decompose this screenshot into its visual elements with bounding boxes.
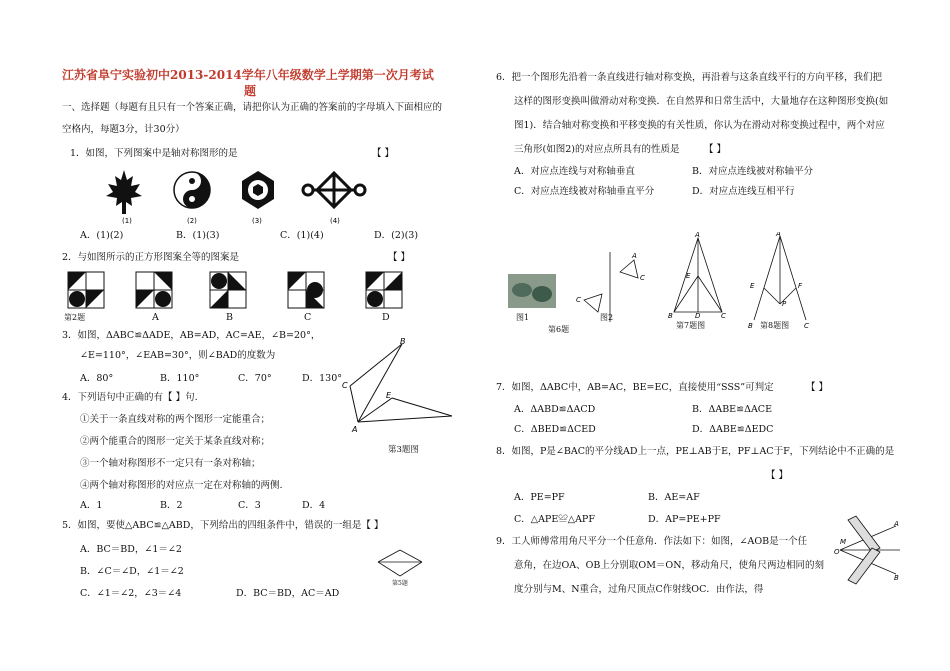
q7-option-d: D．ΔABE≌ΔEDC	[692, 424, 774, 435]
q7-option-c: C．ΔBED≌ΔCED	[514, 424, 596, 435]
figure-label: (3)	[252, 217, 262, 225]
question-6-8-figures	[502, 232, 902, 332]
page-title-continued: 题	[244, 84, 257, 98]
svg-text:C: C	[640, 274, 645, 282]
q5-option-d: D．BC＝BD，AC＝AD	[236, 588, 340, 599]
svg-text:A: A	[352, 425, 358, 434]
q8-caption: 第8题图	[760, 321, 790, 330]
q6-option-a: A．对应点连线与对称轴垂直	[514, 166, 635, 177]
question-9-line-2: 意角，在边OA、OB上分别取OM＝ON，移动角尺，使角尺两边相同的刻	[514, 560, 825, 571]
question-1-figures	[102, 166, 402, 226]
question-2: 2．与如图所示的正方形图案全等的图案是	[62, 252, 240, 263]
svg-text:A: A	[776, 232, 781, 238]
q3-option-d: D．130°	[302, 373, 342, 384]
q4-statement-4: ④两个轴对称图形的对应点一定在对称轴的两侧.	[80, 480, 283, 491]
q3-option-a: A．80°	[80, 373, 114, 384]
q3-option-b: B．110°	[160, 373, 200, 384]
question-1-blank: 【 】	[372, 148, 395, 159]
square-pattern-d	[366, 272, 402, 308]
maple-leaf-icon	[106, 170, 142, 214]
q4-option-d: D．4	[302, 500, 326, 511]
question-6-line-4: 三角形(如图2)的对应点所具有的性质是	[514, 144, 680, 155]
q1-option-b: B．(1)(3)	[176, 230, 220, 241]
question-2-figures	[66, 270, 426, 314]
q1-option-a: A．(1)(2)	[80, 230, 124, 241]
figure-1-label: 图1	[516, 313, 530, 322]
q1-option-c: C．(1)(4)	[280, 230, 324, 241]
q7-option-a: A．ΔABD≌ΔACD	[514, 404, 596, 415]
question-9-figure	[834, 514, 902, 586]
svg-text:E: E	[750, 282, 755, 290]
svg-text:C: C	[576, 296, 581, 304]
q5-option-a: A．BC＝BD，∠1＝∠2	[80, 544, 182, 555]
aperture-icon	[242, 171, 274, 209]
q8-option-d: D．AP=PE+PF	[648, 514, 721, 525]
q2-caption: 第2题	[64, 313, 86, 322]
q8-option-a: A．PE=PF	[514, 492, 565, 503]
square-pattern	[68, 272, 104, 308]
question-3-continued: ∠E=110°，∠EAB=30°，则∠BAD的度数为	[80, 350, 276, 361]
q6-caption: 第6题	[548, 325, 570, 334]
svg-text:P: P	[782, 300, 787, 308]
yin-yang-icon	[174, 172, 210, 208]
square-pattern-b	[210, 272, 246, 308]
svg-text:M: M	[840, 538, 847, 546]
question-3: 3．如图，ΔABC≌ΔADE，AB=AD，AC=AE，∠B=20°，	[62, 330, 321, 341]
q5-option-b: B．∠C＝∠D，∠1＝∠2	[80, 566, 184, 577]
question-2-blank: 【 】	[388, 252, 411, 263]
svg-text:O: O	[834, 548, 840, 556]
svg-text:D: D	[695, 312, 701, 320]
q5-caption: 第5题	[392, 580, 408, 587]
svg-text:A: A	[695, 232, 700, 239]
q6-option-b: B．对应点连线被对称轴平分	[692, 166, 813, 177]
q2-label-c: C	[304, 312, 312, 323]
figure-label: (1)	[122, 217, 132, 225]
square-pattern-a	[136, 272, 172, 308]
q1-option-d: D．(2)(3)	[374, 230, 419, 241]
svg-text:B: B	[400, 337, 406, 346]
q7-caption: 第7题图	[676, 321, 706, 330]
q5-option-c: C．∠1＝∠2，∠3＝∠4	[80, 588, 182, 599]
figure-label: (4)	[330, 217, 340, 225]
figure-2-label: 图2	[600, 313, 614, 322]
q2-label-b: B	[226, 312, 233, 323]
section-heading-continued: 空格内，每题3分，计30分）	[62, 124, 185, 135]
question-8-blank: 【 】	[766, 470, 789, 481]
q2-label-a: A	[152, 312, 159, 323]
q7-option-b: B．ΔABE≌ΔACE	[692, 404, 773, 415]
q3-caption: 第3题图	[388, 445, 419, 455]
question-9-line-3: 度分别与M、N重合，过角尺顶点C作射线OC．由作法，得	[514, 584, 764, 595]
question-1: 1．如图，下列图案中是轴对称图形的是	[70, 148, 238, 159]
svg-text:F: F	[798, 282, 803, 290]
svg-text:E: E	[686, 272, 691, 280]
question-8: 8．如图，P是∠BAC的平分线AD上一点，PE⊥AB于E，PF⊥AC于F，下列结论中不正确的是	[496, 446, 895, 457]
question-3-figure	[342, 336, 462, 438]
square-pattern-c	[288, 272, 324, 308]
question-5: 5．如图，要使△ABC≌△ABD，下列给出的四组条件中，错误的一组是【 】	[62, 520, 384, 531]
question-7-blank: 【 】	[806, 382, 829, 393]
svg-text:B: B	[894, 574, 899, 582]
svg-text:E: E	[386, 391, 392, 400]
svg-text:B: B	[748, 322, 753, 330]
svg-text:A: A	[632, 252, 637, 260]
question-6-line-2: 这样的图形变换叫做滑动对称变换．在自然界和日常生活中，大量地存在这种图形变换(如	[514, 96, 889, 107]
svg-text:C: C	[342, 381, 348, 390]
figure-label: (2)	[187, 217, 197, 225]
q8-option-b: B．AE=AF	[648, 492, 700, 503]
question-9: 9．工人师傅常用角尺平分一个任意角．作法如下：如图，∠AOB是一个任	[496, 536, 808, 547]
q6-option-c: C．对应点连线被对称轴垂直平分	[514, 186, 655, 197]
q4-statement-2: ②两个能重合的图形一定关于某条直线对称；	[80, 436, 271, 447]
svg-text:B: B	[668, 312, 673, 320]
q3-option-c: C．70°	[238, 373, 272, 384]
question-4: 4．下列语句中正确的有【 】句.	[62, 392, 198, 403]
q4-statement-1: ①关于一条直线对称的两个图形一定能重合；	[80, 414, 271, 425]
q6-option-d: D．对应点连线互相平行	[692, 186, 795, 197]
q4-statement-3: ③一个轴对称图形不一定只有一条对称轴；	[80, 458, 261, 469]
question-6-blank: 【 】	[704, 144, 727, 155]
q8-option-c: C．△APE≌△APF	[514, 514, 595, 525]
q4-option-c: C．3	[238, 500, 261, 511]
question-7: 7．如图，ΔABC中，AB=AC，BE=EC，直接使用“SSS”可判定	[496, 382, 774, 393]
question-6: 6．把一个图形先沿着一条直线进行轴对称变换，再沿着与这条直线平行的方向平移，我们把	[496, 72, 883, 83]
svg-text:A: A	[894, 520, 899, 528]
section-heading: 一、选择题（每题有且只有一个答案正确，请把你认为正确的答案前的字母填入下面相应的	[62, 102, 443, 113]
chinese-knot-icon	[303, 173, 365, 207]
q4-option-b: B．2	[160, 500, 183, 511]
question-6-line-3: 图1)．结合轴对称变换和平移变换的有关性质，你认为在滑动对称变换过程中，两个对应	[514, 120, 885, 131]
svg-text:C: C	[721, 312, 726, 320]
svg-text:C: C	[804, 322, 809, 330]
q2-label-d: D	[382, 312, 390, 323]
q4-option-a: A．1	[80, 500, 103, 511]
page-title: 江苏省阜宁实验初中2013-2014学年八年级数学上学期第一次月考试	[62, 68, 434, 82]
